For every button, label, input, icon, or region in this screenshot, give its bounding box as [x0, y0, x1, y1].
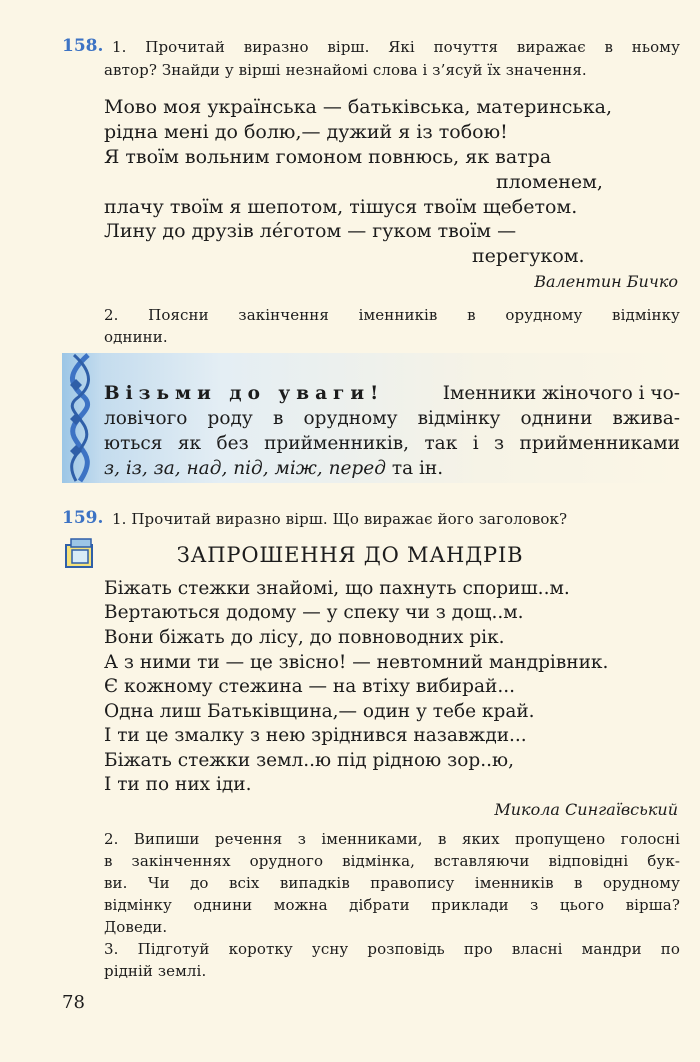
poem-159-title: ЗАПРОШЕННЯ ДО МАНДРІВ	[176, 543, 524, 567]
exercise-158-task-1-line-1: 1. Прочитай виразно вірш. Які почуття виражає в ньому	[112, 38, 680, 56]
poem-158-line-2: рідна мені до болю,— дужий я із тобою!	[104, 121, 508, 143]
note-line-2: ловічого роду в орудному відмінку однини вжива-	[104, 408, 680, 429]
poem-159-line-3: Вони біжать до лісу, до повноводних рік.	[104, 627, 505, 648]
page-number: 78	[62, 992, 85, 1013]
exercise-158-task-2-line-1: 2. Поясни закінчення іменників в орудному відмінку	[104, 306, 680, 324]
exercise-159-task-3-line-1: 3. Підготуй коротку усну розповідь про власні мандри по	[104, 940, 680, 958]
wave-ornament-icon	[62, 353, 98, 483]
note-prepositions: з, із, за, над, під, між, перед	[104, 458, 386, 479]
poem-158-line-3: Я твоїм вольним гомоном повнюсь, як ватра	[104, 146, 552, 168]
poem-158-line-1: Мово моя українська — батьківська, материнська,	[104, 96, 612, 118]
poem-158-line-5: плачу твоїм я шепотом, тішуся твоїм щебетом.	[104, 196, 578, 218]
note-heading: Візьми до уваги!	[104, 383, 385, 404]
poem-159-line-7: І ти це змалку з нею зріднився назавжди...	[104, 725, 527, 746]
poem-159-line-9: І ти по них іди.	[104, 774, 252, 795]
exercise-159-task-3-line-2: рідній землі.	[104, 962, 207, 980]
exercise-159-task-2-line-3: ви. Чи до всіх випадків правопису іменників в орудному	[104, 874, 680, 892]
note-line-3: ються як без прийменників, так і з прийменниками	[104, 433, 680, 454]
note-line-4-rest: та ін.	[385, 458, 444, 479]
exercise-158-task-2-line-2: однини.	[104, 328, 168, 346]
poem-159-line-6: Одна лиш Батьківщина,— один у тебе край.	[104, 701, 535, 722]
exercise-159-task-2-line-5: Доведи.	[104, 918, 168, 936]
note-line-1	[104, 381, 680, 406]
poem-158-line-6: Лину до друзів ле́готом — гуком твоїм —	[104, 220, 517, 242]
poem-158-author: Валентин Бичко	[534, 272, 678, 291]
exercise-number-159: 159.	[62, 508, 104, 528]
exercise-159-task-2-line-1: 2. Випиши речення з іменниками, в яких пропущено голосні	[104, 830, 680, 848]
note-line-1-text: Іменники жіночого і чо-	[442, 383, 680, 404]
exercise-159-task-2-line-2: в закінченнях орудного відмінка, вставляючи відповідні бук-	[104, 852, 680, 870]
note-line-4	[104, 456, 443, 481]
poem-159-line-5: Є кожному стежина — на втіху вибирай...	[104, 676, 515, 697]
poem-159-line-1: Біжать стежки знайомі, що пахнуть спориш..м.	[104, 578, 570, 599]
poem-158-line-4: пломенем,	[496, 171, 603, 193]
exercise-number-158: 158.	[62, 36, 104, 56]
poem-159-author: Микола Сингаївський	[494, 800, 678, 819]
poem-158-line-7: перегуком.	[472, 245, 585, 267]
exercise-159-task-1: 1. Прочитай виразно вірш. Що виражає його заголовок?	[112, 510, 568, 528]
poem-159-line-2: Вертаються додому — у спеку чи з дощ..м.	[104, 602, 524, 623]
poem-159-line-8: Біжать стежки земл..ю під рідною зор..ю,	[104, 750, 514, 771]
poem-159-line-4: А з ними ти — це звісно! — невтомний мандрівник.	[104, 652, 609, 673]
exercise-159-task-2-line-4: відмінку однини можна дібрати приклади з цього вірша?	[104, 896, 680, 914]
exercise-158-task-1-line-2: автор? Знайди у вірші незнайомі слова і з’ясуй їх значення.	[104, 61, 587, 79]
